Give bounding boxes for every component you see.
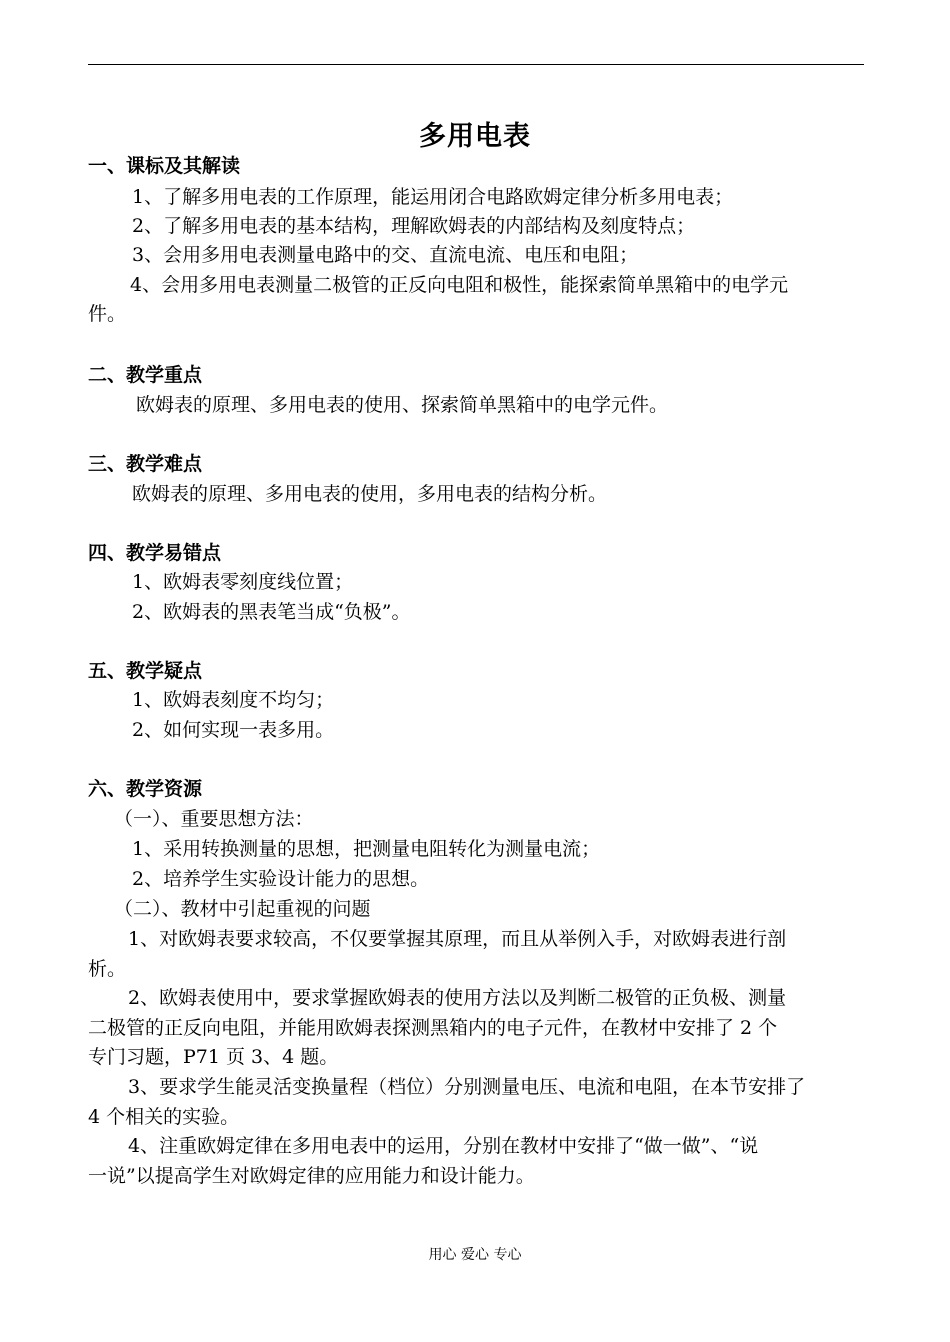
section-heading-3: 三、教学难点 — [88, 453, 203, 475]
paragraph-line: 4、注重欧姆定律在多用电表中的运用，分别在教材中安排了“做一做”、“说 — [128, 1135, 759, 1157]
paragraph-line: 二极管的正反向电阻，并能用欧姆表探测黑箱内的电子元件，在教材中安排了 2 个 — [88, 1017, 778, 1039]
paragraph-line: 2、欧姆表的黑表笔当成“负极”。 — [132, 601, 411, 623]
section-heading-2: 二、教学重点 — [88, 364, 203, 386]
paragraph-line: 2、如何实现一表多用。 — [132, 719, 335, 741]
paragraph-line: 1、欧姆表刻度不均匀； — [132, 689, 335, 711]
paragraph-line: 1、采用转换测量的思想，把测量电阻转化为测量电流； — [132, 838, 601, 860]
paragraph-line: 2、培养学生实验设计能力的思想。 — [132, 868, 430, 890]
paragraph-line: 1、欧姆表零刻度线位置； — [132, 571, 354, 593]
paragraph-line: 欧姆表的原理、多用电表的使用，多用电表的结构分析。 — [132, 483, 608, 505]
header-rule — [88, 64, 864, 65]
paragraph-line: 3、会用多用电表测量电路中的交、直流电流、电压和电阻； — [132, 244, 639, 266]
document-title: 多用电表 — [419, 121, 531, 152]
paragraph-line: 1、了解多用电表的工作原理，能运用闭合电路欧姆定律分析多用电表； — [132, 186, 734, 208]
paragraph-line: 3、要求学生能灵活变换量程（档位）分别测量电压、电流和电阻，在本节安排了 — [128, 1076, 806, 1098]
paragraph-line: 2、欧姆表使用中，要求掌握欧姆表的使用方法以及判断二极管的正负极、测量 — [128, 987, 787, 1009]
paragraph-line: 2、了解多用电表的基本结构，理解欧姆表的内部结构及刻度特点； — [132, 215, 696, 237]
paragraph-line: （二）、教材中引起重视的问题 — [114, 898, 371, 920]
section-heading-1: 一、课标及其解读 — [88, 155, 241, 177]
paragraph-line: 1、对欧姆表要求较高，不仅要掌握其原理，而且从举例入手，对欧姆表进行剖 — [128, 928, 787, 950]
section-heading-4: 四、教学易错点 — [88, 542, 222, 564]
paragraph-line: 4 个相关的实验。 — [88, 1106, 240, 1128]
section-heading-5: 五、教学疑点 — [88, 660, 203, 682]
paragraph-line: 欧姆表的原理、多用电表的使用、探索简单黑箱中的电学元件。 — [136, 394, 669, 416]
paragraph-line: 一说”以提高学生对欧姆定律的应用能力和设计能力。 — [88, 1165, 535, 1187]
paragraph-line: 专门习题，P71 页 3、4 题。 — [88, 1046, 339, 1068]
paragraph-line: 析。 — [88, 958, 127, 980]
paragraph-line: 件。 — [88, 303, 127, 325]
section-heading-6: 六、教学资源 — [88, 778, 203, 800]
paragraph-line: （一）、重要思想方法： — [114, 808, 314, 830]
paragraph-line: 4、会用多用电表测量二极管的正反向电阻和极性，能探索简单黑箱中的电学元 — [130, 274, 789, 296]
page-footer: 用心 爱心 专心 — [428, 1247, 522, 1263]
